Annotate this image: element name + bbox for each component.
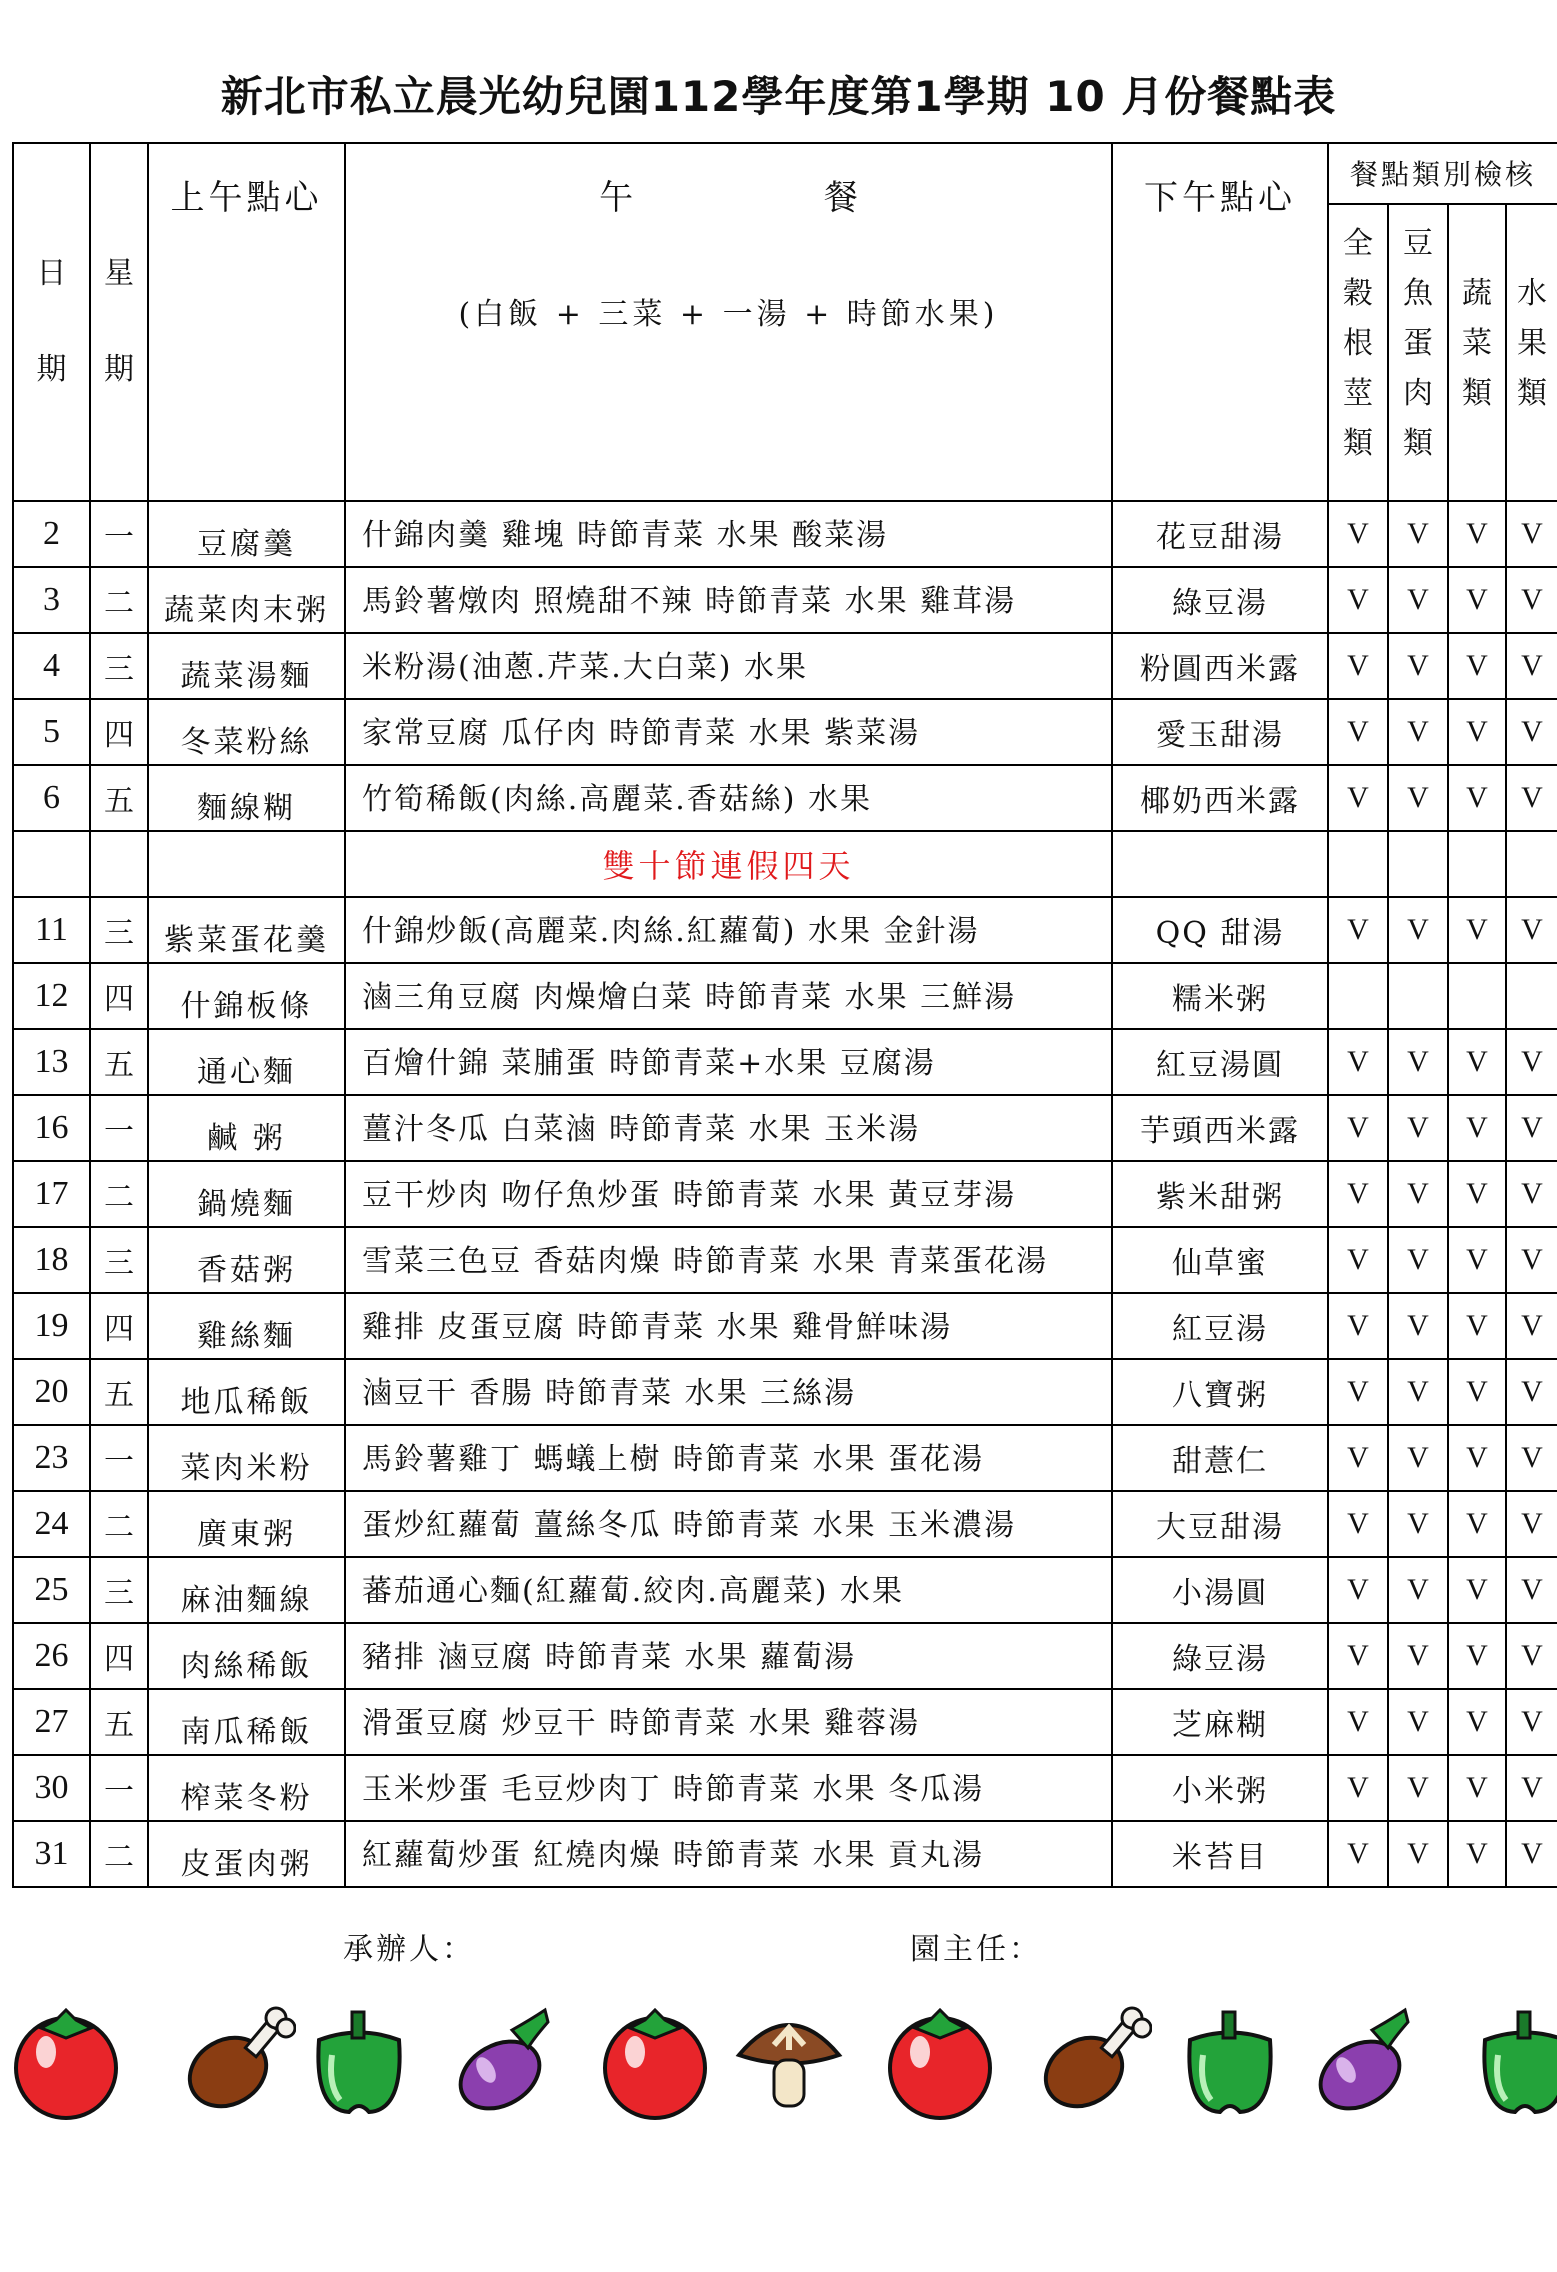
check-cell: V bbox=[1448, 765, 1506, 831]
check-cell: V bbox=[1328, 765, 1388, 831]
date-cell: 20 bbox=[13, 1359, 90, 1425]
date-cell: 4 bbox=[13, 633, 90, 699]
check-cell: V bbox=[1328, 1557, 1388, 1623]
weekday-cell: 五 bbox=[90, 1689, 148, 1755]
check-cell: V bbox=[1448, 1623, 1506, 1689]
table-row bbox=[13, 897, 1557, 963]
pm-snack-cell: 甜薏仁 bbox=[1112, 1425, 1328, 1491]
date-cell: 17 bbox=[13, 1161, 90, 1227]
lunch-cell: 雪菜三色豆 香菇肉燥 時節青菜 水果 青菜蛋花湯 bbox=[345, 1227, 1112, 1293]
am-snack-cell: 榨菜冬粉 bbox=[148, 1755, 345, 1821]
date-cell: 5 bbox=[13, 699, 90, 765]
header-category-fruit: 水果類 bbox=[1506, 204, 1557, 501]
check-cell: V bbox=[1388, 1227, 1448, 1293]
pm-snack-cell: 粉圓西米露 bbox=[1112, 633, 1328, 699]
check-cell: V bbox=[1506, 699, 1557, 765]
date-cell: 16 bbox=[13, 1095, 90, 1161]
check-cell: V bbox=[1388, 765, 1448, 831]
lunch-cell: 蛋炒紅蘿蔔 薑絲冬瓜 時節青菜 水果 玉米濃湯 bbox=[345, 1491, 1112, 1557]
date-cell: 24 bbox=[13, 1491, 90, 1557]
table-row bbox=[13, 501, 1557, 567]
check-cell: V bbox=[1388, 1623, 1448, 1689]
lunch-cell: 滷豆干 香腸 時節青菜 水果 三絲湯 bbox=[345, 1359, 1112, 1425]
check-cell: V bbox=[1328, 1029, 1388, 1095]
weekday-cell: 二 bbox=[90, 567, 148, 633]
check-cell: V bbox=[1388, 699, 1448, 765]
pm-snack-cell: 綠豆湯 bbox=[1112, 1623, 1328, 1689]
table-row bbox=[13, 1755, 1557, 1821]
am-snack-cell: 地瓜稀飯 bbox=[148, 1359, 345, 1425]
header-date: 日期 bbox=[13, 143, 90, 501]
tomato-icon bbox=[880, 2000, 1000, 2120]
check-cell: V bbox=[1506, 1425, 1557, 1491]
lunch-cell: 雞排 皮蛋豆腐 時節青菜 水果 雞骨鮮味湯 bbox=[345, 1293, 1112, 1359]
header-category-grain: 全穀根莖類 bbox=[1328, 204, 1388, 501]
weekday-cell: 一 bbox=[90, 1425, 148, 1491]
check-cell: V bbox=[1388, 1821, 1448, 1887]
check-cell: V bbox=[1328, 1491, 1388, 1557]
weekday-cell: 一 bbox=[90, 1095, 148, 1161]
header-weekday: 星期 bbox=[90, 143, 148, 501]
director-signature-label: 園主任： bbox=[910, 1932, 1042, 1967]
table-row bbox=[13, 1491, 1557, 1557]
pm-snack-cell: 紅豆湯 bbox=[1112, 1293, 1328, 1359]
am-snack-cell: 通心麵 bbox=[148, 1029, 345, 1095]
check-cell: V bbox=[1388, 1029, 1448, 1095]
check-cell: V bbox=[1328, 699, 1388, 765]
header-lunch-title: 午 餐 bbox=[599, 178, 948, 218]
pm-snack-cell: 小湯圓 bbox=[1112, 1557, 1328, 1623]
weekday-cell: 一 bbox=[90, 1755, 148, 1821]
am-snack-cell: 皮蛋肉粥 bbox=[148, 1821, 345, 1887]
table-row bbox=[13, 699, 1557, 765]
lunch-cell: 百燴什錦 菜脯蛋 時節青菜+水果 豆腐湯 bbox=[345, 1029, 1112, 1095]
check-cell: V bbox=[1448, 1557, 1506, 1623]
check-cell: V bbox=[1448, 1359, 1506, 1425]
check-cell bbox=[1448, 963, 1506, 1029]
table-row bbox=[13, 1359, 1557, 1425]
weekday-cell: 四 bbox=[90, 1623, 148, 1689]
check-cell: V bbox=[1448, 1491, 1506, 1557]
lunch-cell: 滑蛋豆腐 炒豆干 時節青菜 水果 雞蓉湯 bbox=[345, 1689, 1112, 1755]
check-cell: V bbox=[1388, 1161, 1448, 1227]
pm-snack-cell: 芝麻糊 bbox=[1112, 1689, 1328, 1755]
holiday-row bbox=[13, 831, 1557, 897]
date-cell: 30 bbox=[13, 1755, 90, 1821]
check-cell: V bbox=[1388, 1689, 1448, 1755]
check-cell: V bbox=[1448, 1095, 1506, 1161]
am-snack-cell: 蔬菜湯麵 bbox=[148, 633, 345, 699]
check-cell: V bbox=[1328, 633, 1388, 699]
mushroom-icon bbox=[734, 2000, 844, 2120]
check-cell: V bbox=[1328, 1623, 1388, 1689]
handler-signature-label: 承辦人： bbox=[343, 1932, 475, 1967]
check-cell bbox=[1448, 831, 1506, 897]
check-cell: V bbox=[1506, 501, 1557, 567]
lunch-cell: 什錦炒飯(高麗菜.肉絲.紅蘿蔔) 水果 金針湯 bbox=[345, 897, 1112, 963]
check-cell: V bbox=[1506, 1293, 1557, 1359]
check-cell: V bbox=[1506, 1623, 1557, 1689]
pm-snack-cell: 椰奶西米露 bbox=[1112, 765, 1328, 831]
date-cell: 26 bbox=[13, 1623, 90, 1689]
check-cell: V bbox=[1506, 1821, 1557, 1887]
am-snack-cell: 蔬菜肉末粥 bbox=[148, 567, 345, 633]
check-cell: V bbox=[1388, 1557, 1448, 1623]
am-snack-cell: 菜肉米粉 bbox=[148, 1425, 345, 1491]
check-cell: V bbox=[1328, 1095, 1388, 1161]
check-cell: V bbox=[1448, 567, 1506, 633]
lunch-cell: 竹筍稀飯(肉絲.高麗菜.香菇絲) 水果 bbox=[345, 765, 1112, 831]
weekday-cell: 二 bbox=[90, 1821, 148, 1887]
check-cell bbox=[1506, 831, 1557, 897]
check-cell: V bbox=[1388, 501, 1448, 567]
am-snack-cell: 香菇粥 bbox=[148, 1227, 345, 1293]
check-cell: V bbox=[1328, 1755, 1388, 1821]
date-cell bbox=[13, 831, 90, 897]
pepper-icon bbox=[1175, 2000, 1285, 2120]
pm-snack-cell: 大豆甜湯 bbox=[1112, 1491, 1328, 1557]
header-lunch-note: (白飯 + 三菜 + 一湯 + 時節水果) bbox=[458, 297, 999, 332]
pm-snack-cell: 紫米甜粥 bbox=[1112, 1161, 1328, 1227]
tomato-icon bbox=[595, 2000, 715, 2120]
weekday-cell: 三 bbox=[90, 1557, 148, 1623]
check-cell: V bbox=[1388, 1425, 1448, 1491]
header-lunch bbox=[345, 143, 1112, 501]
check-cell: V bbox=[1448, 1425, 1506, 1491]
table-row bbox=[13, 1029, 1557, 1095]
weekday-cell: 二 bbox=[90, 1161, 148, 1227]
header-category-protein: 豆魚蛋肉類 bbox=[1388, 204, 1448, 501]
table-row bbox=[13, 567, 1557, 633]
check-cell: V bbox=[1448, 501, 1506, 567]
check-cell: V bbox=[1388, 1491, 1448, 1557]
check-cell: V bbox=[1388, 1095, 1448, 1161]
lunch-cell: 薑汁冬瓜 白菜滷 時節青菜 水果 玉米湯 bbox=[345, 1095, 1112, 1161]
weekday-cell: 四 bbox=[90, 699, 148, 765]
check-cell: V bbox=[1328, 1359, 1388, 1425]
pm-snack-cell: 小米粥 bbox=[1112, 1755, 1328, 1821]
check-cell: V bbox=[1448, 1689, 1506, 1755]
pm-snack-cell: 紅豆湯圓 bbox=[1112, 1029, 1328, 1095]
check-cell: V bbox=[1328, 1161, 1388, 1227]
weekday-cell: 一 bbox=[90, 501, 148, 567]
check-cell: V bbox=[1328, 1425, 1388, 1491]
tomato-icon bbox=[6, 2000, 126, 2120]
pm-snack-cell: 芋頭西米露 bbox=[1112, 1095, 1328, 1161]
table-row bbox=[13, 1293, 1557, 1359]
lunch-cell: 玉米炒蛋 毛豆炒肉丁 時節青菜 水果 冬瓜湯 bbox=[345, 1755, 1112, 1821]
table-row bbox=[13, 963, 1557, 1029]
check-cell: V bbox=[1388, 897, 1448, 963]
weekday-cell: 四 bbox=[90, 1293, 148, 1359]
pm-snack-cell: QQ 甜湯 bbox=[1112, 897, 1328, 963]
eggplant-icon bbox=[450, 2000, 560, 2120]
check-cell: V bbox=[1506, 633, 1557, 699]
check-cell: V bbox=[1506, 1029, 1557, 1095]
header-category-vegetable: 蔬菜類 bbox=[1448, 204, 1506, 501]
date-cell: 19 bbox=[13, 1293, 90, 1359]
table-row bbox=[13, 765, 1557, 831]
check-cell: V bbox=[1328, 1293, 1388, 1359]
check-cell: V bbox=[1388, 1293, 1448, 1359]
pepper-icon bbox=[1470, 2000, 1557, 2120]
lunch-cell: 豬排 滷豆腐 時節青菜 水果 蘿蔔湯 bbox=[345, 1623, 1112, 1689]
date-cell: 23 bbox=[13, 1425, 90, 1491]
am-snack-cell: 豆腐羹 bbox=[148, 501, 345, 567]
date-cell: 3 bbox=[13, 567, 90, 633]
check-cell: V bbox=[1506, 1491, 1557, 1557]
page-title: 新北市私立晨光幼兒園112學年度第1學期 10 月份餐點表 bbox=[220, 72, 1337, 121]
check-cell: V bbox=[1448, 897, 1506, 963]
check-cell: V bbox=[1448, 633, 1506, 699]
check-cell: V bbox=[1448, 1029, 1506, 1095]
table-row bbox=[13, 1623, 1557, 1689]
check-cell: V bbox=[1328, 567, 1388, 633]
check-cell: V bbox=[1388, 1359, 1448, 1425]
date-cell: 11 bbox=[13, 897, 90, 963]
pm-snack-cell: 仙草蜜 bbox=[1112, 1227, 1328, 1293]
check-cell bbox=[1388, 963, 1448, 1029]
table-row bbox=[13, 1689, 1557, 1755]
check-cell: V bbox=[1328, 1689, 1388, 1755]
pm-snack-cell: 糯米粥 bbox=[1112, 963, 1328, 1029]
lunch-cell: 蕃茄通心麵(紅蘿蔔.絞肉.高麗菜) 水果 bbox=[345, 1557, 1112, 1623]
check-cell bbox=[1328, 963, 1388, 1029]
date-cell: 6 bbox=[13, 765, 90, 831]
lunch-cell: 紅蘿蔔炒蛋 紅燒肉燥 時節青菜 水果 貢丸湯 bbox=[345, 1821, 1112, 1887]
am-snack-cell: 什錦板條 bbox=[148, 963, 345, 1029]
check-cell: V bbox=[1506, 1359, 1557, 1425]
check-cell: V bbox=[1448, 1227, 1506, 1293]
am-snack-cell: 廣東粥 bbox=[148, 1491, 345, 1557]
check-cell: V bbox=[1506, 1095, 1557, 1161]
table-row bbox=[13, 1821, 1557, 1887]
pm-snack-cell: 八寶粥 bbox=[1112, 1359, 1328, 1425]
weekday-cell bbox=[90, 831, 148, 897]
holiday-note: 雙十節連假四天 bbox=[345, 831, 1112, 897]
check-cell: V bbox=[1388, 1755, 1448, 1821]
pm-snack-cell: 花豆甜湯 bbox=[1112, 501, 1328, 567]
check-cell: V bbox=[1448, 1161, 1506, 1227]
table-row bbox=[13, 1557, 1557, 1623]
date-cell: 25 bbox=[13, 1557, 90, 1623]
lunch-cell: 家常豆腐 瓜仔肉 時節青菜 水果 紫菜湯 bbox=[345, 699, 1112, 765]
am-snack-cell: 冬菜粉絲 bbox=[148, 699, 345, 765]
check-cell: V bbox=[1506, 567, 1557, 633]
table-row bbox=[13, 1227, 1557, 1293]
check-cell: V bbox=[1506, 765, 1557, 831]
lunch-cell: 滷三角豆腐 肉燥燴白菜 時節青菜 水果 三鮮湯 bbox=[345, 963, 1112, 1029]
check-cell: V bbox=[1328, 1821, 1388, 1887]
check-cell: V bbox=[1448, 1755, 1506, 1821]
check-cell: V bbox=[1328, 1227, 1388, 1293]
weekday-cell: 五 bbox=[90, 1359, 148, 1425]
header-am-snack: 上午點心 bbox=[148, 143, 345, 501]
date-cell: 13 bbox=[13, 1029, 90, 1095]
date-cell: 31 bbox=[13, 1821, 90, 1887]
date-cell: 2 bbox=[13, 501, 90, 567]
am-snack-cell: 麻油麵線 bbox=[148, 1557, 345, 1623]
check-cell: V bbox=[1328, 501, 1388, 567]
pm-snack-cell: 愛玉甜湯 bbox=[1112, 699, 1328, 765]
weekday-cell: 三 bbox=[90, 897, 148, 963]
date-cell: 18 bbox=[13, 1227, 90, 1293]
weekday-cell: 五 bbox=[90, 765, 148, 831]
weekday-cell: 三 bbox=[90, 633, 148, 699]
weekday-cell: 二 bbox=[90, 1491, 148, 1557]
drumstick-icon bbox=[176, 2000, 296, 2120]
am-snack-cell: 鍋燒麵 bbox=[148, 1161, 345, 1227]
eggplant-icon bbox=[1310, 2000, 1420, 2120]
check-cell: V bbox=[1448, 1821, 1506, 1887]
am-snack-cell bbox=[148, 831, 345, 897]
table-row bbox=[13, 633, 1557, 699]
table-row bbox=[13, 1095, 1557, 1161]
check-cell: V bbox=[1506, 1161, 1557, 1227]
weekday-cell: 五 bbox=[90, 1029, 148, 1095]
table-row bbox=[13, 1425, 1557, 1491]
pm-snack-cell bbox=[1112, 831, 1328, 897]
check-cell: V bbox=[1448, 699, 1506, 765]
am-snack-cell: 雞絲麵 bbox=[148, 1293, 345, 1359]
date-cell: 12 bbox=[13, 963, 90, 1029]
pm-snack-cell: 綠豆湯 bbox=[1112, 567, 1328, 633]
am-snack-cell: 麵線糊 bbox=[148, 765, 345, 831]
pepper-icon bbox=[304, 2000, 414, 2120]
weekday-cell: 三 bbox=[90, 1227, 148, 1293]
header-pm-snack: 下午點心 bbox=[1112, 143, 1328, 501]
am-snack-cell: 紫菜蛋花羹 bbox=[148, 897, 345, 963]
date-cell: 27 bbox=[13, 1689, 90, 1755]
check-cell bbox=[1328, 831, 1388, 897]
lunch-cell: 馬鈴薯雞丁 螞蟻上樹 時節青菜 水果 蛋花湯 bbox=[345, 1425, 1112, 1491]
check-cell: V bbox=[1506, 1755, 1557, 1821]
check-cell: V bbox=[1388, 633, 1448, 699]
check-cell: V bbox=[1328, 897, 1388, 963]
lunch-cell: 豆干炒肉 吻仔魚炒蛋 時節青菜 水果 黃豆芽湯 bbox=[345, 1161, 1112, 1227]
lunch-cell: 馬鈴薯燉肉 照燒甜不辣 時節青菜 水果 雞茸湯 bbox=[345, 567, 1112, 633]
table-row bbox=[13, 1161, 1557, 1227]
header-check: 餐點類別檢核 bbox=[1328, 143, 1557, 204]
lunch-cell: 米粉湯(油蔥.芹菜.大白菜) 水果 bbox=[345, 633, 1112, 699]
check-cell: V bbox=[1388, 567, 1448, 633]
lunch-cell: 什錦肉羹 雞塊 時節青菜 水果 酸菜湯 bbox=[345, 501, 1112, 567]
weekday-cell: 四 bbox=[90, 963, 148, 1029]
menu-table bbox=[12, 142, 1557, 1888]
check-cell: V bbox=[1506, 1689, 1557, 1755]
check-cell: V bbox=[1448, 1293, 1506, 1359]
check-cell: V bbox=[1506, 897, 1557, 963]
check-cell: V bbox=[1506, 1227, 1557, 1293]
am-snack-cell: 南瓜稀飯 bbox=[148, 1689, 345, 1755]
am-snack-cell: 鹹 粥 bbox=[148, 1095, 345, 1161]
am-snack-cell: 肉絲稀飯 bbox=[148, 1623, 345, 1689]
check-cell bbox=[1506, 963, 1557, 1029]
check-cell: V bbox=[1506, 1557, 1557, 1623]
pm-snack-cell: 米苔目 bbox=[1112, 1821, 1328, 1887]
drumstick-icon bbox=[1032, 2000, 1152, 2120]
check-cell bbox=[1388, 831, 1448, 897]
